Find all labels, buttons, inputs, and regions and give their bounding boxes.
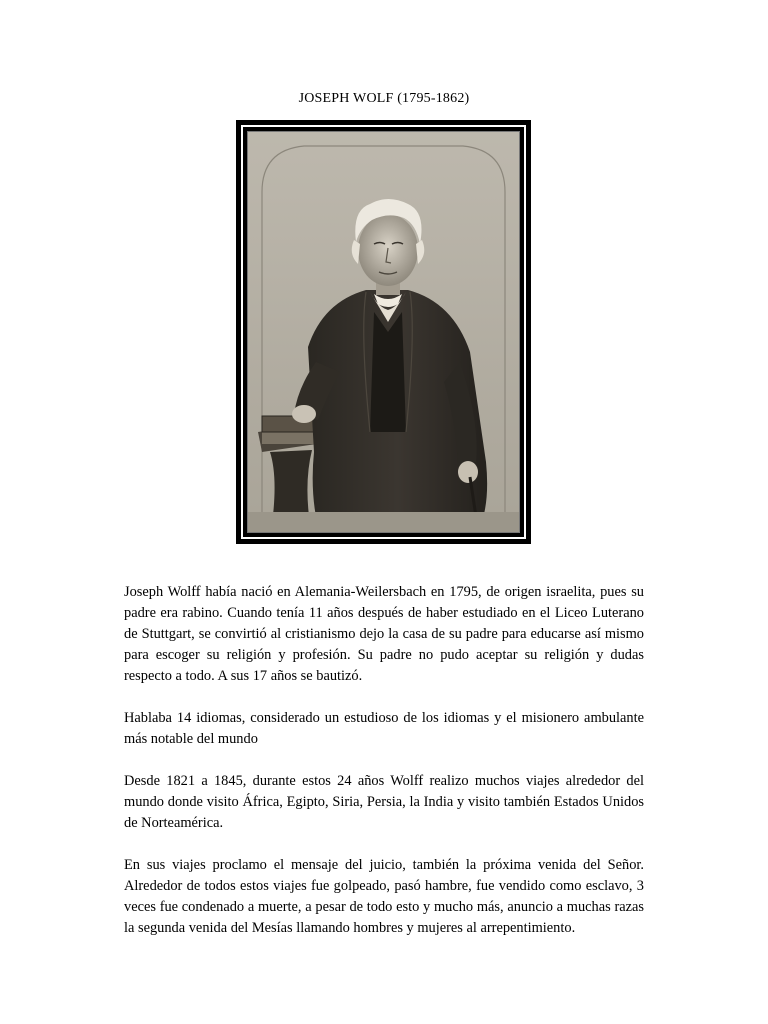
- paragraph: Joseph Wolff había nació en Alemania-Weilersbach en 1795, de origen israelita, pues su padre era rabino. Cuando tenía 11 años después de haber estudiado en el Liceo Luterano de Stuttgart, se convirtió al cristianismo dejo la casa de su padre para educarse así mismo para escoger su religión y profesión. Su padre no pudo aceptar su religión y dudas respecto a todo. A sus 17 años se bautizó.: [124, 584, 644, 684]
- page-title: JOSEPH WOLF (1795-1862): [298, 91, 470, 106]
- portrait-figure-drawing: [248, 132, 519, 532]
- paragraph: Hablaba 14 idiomas, considerado un estudioso de los idiomas y el misionero ambulante más notable del mundo: [124, 710, 644, 747]
- biography-text: [124, 582, 644, 960]
- paragraph: Desde 1821 a 1845, durante estos 24 años Wolff realizo muchos viajes alrededor del mundo donde visito África, Egipto, Siria, Persia, la India y visito también Estados Unidos de Norteamérica.: [124, 773, 644, 831]
- portrait-image: [236, 120, 531, 544]
- paragraph: En sus viajes proclamo el mensaje del juicio, también la próxima venida del Señor. Alrededor de todos estos viajes fue golpeado, pasó hambre, fue vendido como esclavo, 3 veces fue condenado a muerte, a pesar de todo esto y mucho más, anuncio a muchas razas la segunda venida del Mesías llamando hombres y mujeres al arrepentimiento.: [124, 857, 644, 936]
- portrait-engraving: [247, 131, 520, 533]
